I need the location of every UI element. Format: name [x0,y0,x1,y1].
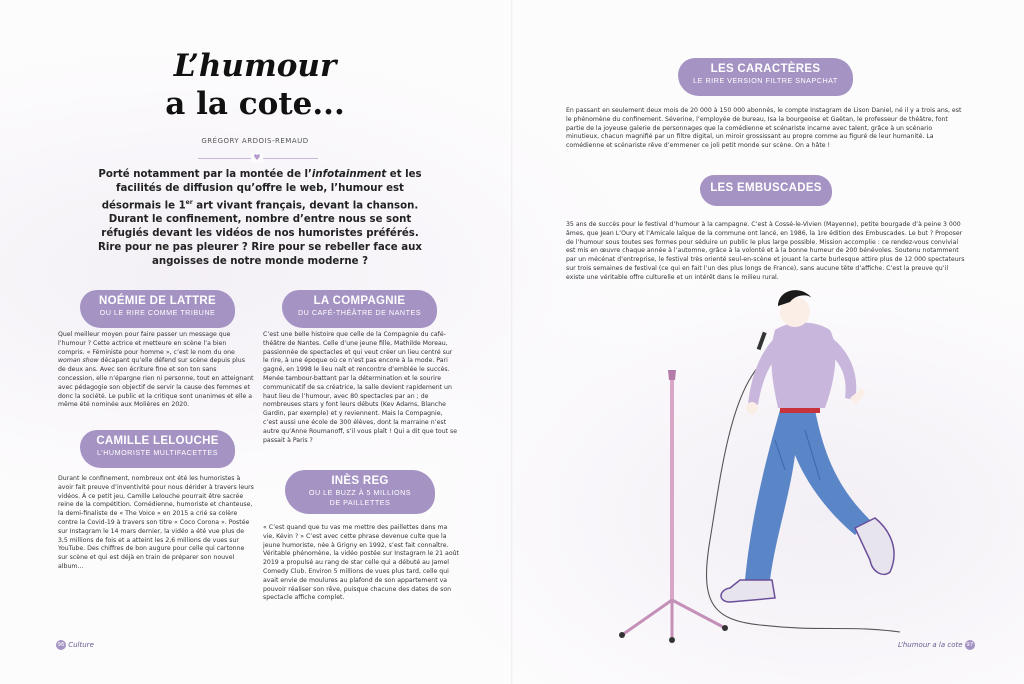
page-number-left: 96 [57,642,65,648]
noemie-text-b: décapant qu’elle défend sur scène depuis plus de deux ans. Avec son écriture fine et son ton sans concession, elle n’épargne rien ni personne, tout en atteignant avec pédagogie son objectif de servir la cause des femmes et donc la société. Le public et la critique sont unanimes et elle a même été nominée aux Molières en 2020. [58,357,254,409]
noemie-text [58,331,254,410]
page-gutter [511,0,513,684]
footer-right [898,640,975,650]
heading-noemie-sub: OU LE RIRE COMME TRIBUNE [99,308,216,317]
heading-camille-title: CAMILLE LELOUCHE [96,435,219,447]
heading-compagnie [282,290,437,328]
intro-text-1: Porté notamment par la montée de l’ [98,169,312,180]
heading-compagnie-title: LA COMPAGNIE [313,295,406,307]
camille-text: Durant le confinement, nombreux ont été les humoristes à avoir fait preuve d’inventivité pour nous dérider à travers leurs vidéos. À ce petit jeu, Camille Lelouche pourrait être sacrée reine de la compétition. Comédienne, humoriste et chanteuse, la demi-finaliste de « The Voice » en 2015 a crié sa colère contre la Covid-19 à travers son titre « Coco Corona ». Postée sur Instagram le 14 mars dernier, la vidéo a été vue plus de 3,5 millions de fois et a atteint les 2,6 millions de vues sur YouTube. Des chiffres de bon augure pour celle qui cartonne sur scène et qui est déjà en train de préparer son nouvel album... [58,475,254,570]
footer-left [56,640,94,650]
heading-ines [285,470,435,514]
article-title [150,48,360,124]
caracteres-text: En passant en seulement deux mois de 20 000 à 150 000 abonnés, le compte Instagram de Lison Daniel, né il y a trois ans, est le phénomène du confinement. Séverine, l’employée de bureau, Isa la bourgeoise et Gaëtan, le professeur de théâtre, font partie de la joyeuse galerie de personnages que la comédienne et scénariste incarne avec talent, grâce à un scénario minutieux, chacun magnifié par un filtre digital, un miroir grossissant au propre comme au figuré de leur humanité. La comédienne et scénariste rêve d’emmener ce joli petit monde sur scène. On a hâte ! [566,107,962,150]
intro-text-2: et les facilités de diffusion qu’offre le web, l’humour est désormais le 1 [101,169,422,212]
heading-caracteres [678,58,853,96]
title-line-1: L’humour [173,48,337,84]
sweater [771,323,835,409]
heading-noemie [80,290,235,328]
footer-right-label: L’humour a la cote [898,641,963,649]
page-number-right: 97 [966,642,974,648]
footer-left-label: Culture [68,641,94,649]
title-divider [198,155,318,161]
heart-icon: ♥ [251,153,263,163]
heading-ines-sub-1: OU LE BUZZ À 5 MILLIONS [308,488,412,497]
heading-embuscades [700,175,832,206]
microphone [757,332,767,350]
left-shoe [721,580,775,602]
heading-noemie-title: NOÉMIE DE LATTRE [98,295,217,307]
right-shoe [855,518,894,574]
noemie-text-a: Quel meilleur moyen pour faire passer un message que l’humour ? Cette actrice et metteure en scène l’a bien compris. « Féministe pour homme », c’est le nom du one [58,331,235,356]
intro-italic: infotainment [311,169,387,180]
heading-caracteres-title: LES CARACTÈRES [710,63,821,75]
intro-text-3: art vivant français, devant la chanson. Durant le confinement, nombre d’entre nous se sont réfugiés devant les vidéos de nos humoristes préférés. Rire pour ne pas pleurer ? Rire pour se rebeller face aux angoisses de notre monde moderne ? [98,200,422,268]
title-line-2: a la cote... [165,86,345,122]
ines-text: « C’est quand que tu vas me mettre des paillettes dans ma vie, Kévin ? » C’est avec cette phrase devenue culte que la jeune humoriste, née à Grigny en 1992, s’est fait connaître. Véritable phénomène, la vidéo postée sur Instagram le 21 août 2019 a propulsé au rang de star celle qui a débuté au Jamel Comedy Club. Environ 5 millions de vues plus tard, celle qui avait envie de moulures au plafond de son appartement va pouvoir réaliser son rêve, puisque chacune des dates de son spectacle affiche complet. [263,524,459,602]
heading-camille [80,430,235,468]
heading-camille-sub: L’HUMORISTE MULTIFACETTES [97,448,218,457]
compagnie-text: C’est une belle histoire que celle de la Compagnie du café-théâtre de Nantes. Celle d’une jeune fille, Mathilde Moreau, passionnée de spectacles et qui veut créer un lieu centré sur le rire, à une époque où ce n’est pas encore à la mode. Pari gagné, en 1998 le lieu naît et rencontre d’emblée le succès. Menée tambour-battant par la détermination et le sourire communicatif de sa créatrice, la salle devient rapidement un haut lieu de l’humour, avec 80 spectacles par an ; de nombreuses stars y font leurs débuts (Kev Adams, Blanche Gardin, par exemple) et y reviennent. Mais la Compagnie, c’est aussi une école de 300 élèves, dont la marraine n’est autre qu’Anne Roumanoff, s’il vous plaît ! Qui a dit que tout se passait à Paris ? [263,331,458,444]
intro-paragraph [90,168,430,269]
noemie-text-italic: woman show [58,357,99,365]
heading-embuscades-title: LES EMBUSCADES [710,182,822,194]
heading-compagnie-sub: DU CAFÉ-THÉÂTRE DE NANTES [297,308,422,317]
comedian-illustration [600,280,930,660]
intro-sup: er [185,199,193,206]
jeans [745,410,870,580]
embuscades-text: 35 ans de succès pour le festival d’humour à la campagne. C’est à Cossé-le-Vivien (Mayenne), petite bourgade d’à peine 3 000 âmes, que Jean L’Oury et l’Amicale laïque de la commune ont lancé, en 1986, la 1re édition des Embuscades. Le but ? Proposer de l’humour sous toutes ses formes pour séduire un public le plus large possible. Mission accomplie : ce rendez-vous convivial est mis en œuvre chaque année à l’automne, grâce à la volonté et à la bonne humeur de 200 bénévoles. Soutenu notamment par un mécénat d’entreprise, le festival très orienté seul-en-scène et jouant la carte burlesque attire plus de 12 000 spectateurs sur trois semaines de festival (ce qui en fait l’un des plus longs de France), sans aucune tête d’affiche. C’est la preuve qu’il existe une véritable offre culturelle et un intérêt dans le milieu rural. [566,221,965,281]
heading-ines-sub-2: DE PAILLETTES [329,498,391,507]
heading-caracteres-sub: LE RIRE VERSION FILTRE SNAPCHAT [693,76,838,85]
author-byline: GRÉGORY ARDOIS-REMAUD [201,137,309,145]
heading-ines-title: INÈS REG [331,475,389,487]
